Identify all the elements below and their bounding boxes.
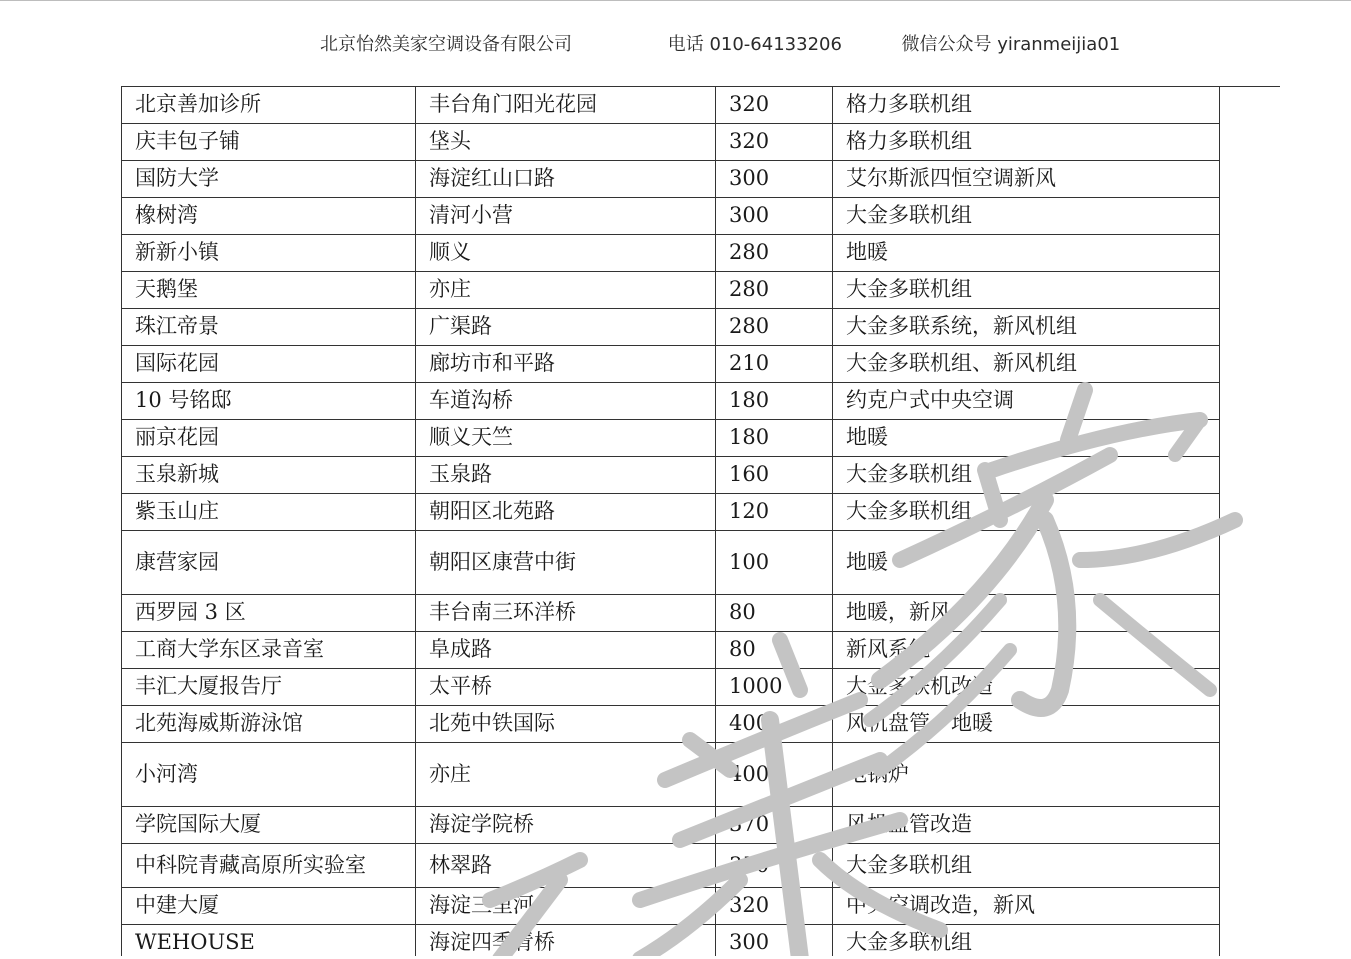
project-location-cell: 廊坊市和平路	[416, 346, 716, 383]
project-area-cell: 400	[716, 743, 833, 807]
table-row	[122, 87, 1220, 124]
project-area-cell: 350	[716, 844, 833, 888]
project-name-cell: 小河湾	[122, 743, 416, 807]
table-row	[122, 198, 1220, 235]
project-system-cell: 大金多联机组	[833, 844, 1220, 888]
project-location-cell: 车道沟桥	[416, 383, 716, 420]
table-row	[122, 346, 1220, 383]
project-area-cell: 400	[716, 706, 833, 743]
table-row	[122, 235, 1220, 272]
project-location-cell: 海淀四季青桥	[416, 925, 716, 959]
table-row	[122, 383, 1220, 420]
table-row	[122, 807, 1220, 844]
project-name-cell: 天鹅堡	[122, 272, 416, 309]
table-row	[122, 161, 1220, 198]
project-system-cell: 大金多联机改造	[833, 669, 1220, 706]
project-name-cell: 新新小镇	[122, 235, 416, 272]
table-row	[122, 309, 1220, 346]
project-location-cell: 清河小营	[416, 198, 716, 235]
project-system-cell: 格力多联机组	[833, 87, 1220, 124]
project-name-cell: 橡树湾	[122, 198, 416, 235]
document-header	[320, 30, 1120, 56]
project-system-cell: 新风系统	[833, 632, 1220, 669]
page-top-edge	[0, 0, 1351, 1]
project-location-cell: 朝阳区康营中街	[416, 531, 716, 595]
project-area-cell: 180	[716, 420, 833, 457]
table-row	[122, 743, 1220, 807]
project-name-cell: 中科院青藏高原所实验室	[122, 844, 416, 888]
project-location-cell: 朝阳区北苑路	[416, 494, 716, 531]
project-location-cell: 亦庄	[416, 272, 716, 309]
table-row	[122, 632, 1220, 669]
project-system-cell: 大金多联机组	[833, 494, 1220, 531]
project-name-cell: 北京善加诊所	[122, 87, 416, 124]
table-row	[122, 420, 1220, 457]
project-location-cell: 阜成路	[416, 632, 716, 669]
project-name-cell: 玉泉新城	[122, 457, 416, 494]
project-name-cell: 北苑海威斯游泳馆	[122, 706, 416, 743]
table-row	[122, 888, 1220, 925]
project-area-cell: 80	[716, 595, 833, 632]
project-name-cell: 国际花园	[122, 346, 416, 383]
project-area-cell: 320	[716, 87, 833, 124]
project-name-cell: 10 号铭邸	[122, 383, 416, 420]
table-row	[122, 272, 1220, 309]
table-row	[122, 494, 1220, 531]
project-location-cell: 顺义	[416, 235, 716, 272]
project-name-cell: 珠江帝景	[122, 309, 416, 346]
project-system-cell: 地暖	[833, 420, 1220, 457]
company-phone: 电话 010-64133206	[667, 34, 842, 55]
project-name-cell: 中建大厦	[122, 888, 416, 925]
project-location-cell: 丰台角门阳光花园	[416, 87, 716, 124]
project-area-cell: 300	[716, 161, 833, 198]
project-name-cell: 国防大学	[122, 161, 416, 198]
project-location-cell: 亦庄	[416, 743, 716, 807]
project-location-cell: 垡头	[416, 124, 716, 161]
project-area-cell: 300	[716, 198, 833, 235]
project-system-cell: 大金多联机组	[833, 272, 1220, 309]
project-location-cell: 广渠路	[416, 309, 716, 346]
project-location-cell: 顺义天竺	[416, 420, 716, 457]
project-area-cell: 210	[716, 346, 833, 383]
project-system-cell: 电锅炉	[833, 743, 1220, 807]
project-area-cell: 80	[716, 632, 833, 669]
company-wechat: 微信公众号 yiranmeijia01	[901, 34, 1121, 55]
project-area-cell: 180	[716, 383, 833, 420]
project-location-cell: 太平桥	[416, 669, 716, 706]
project-location-cell: 玉泉路	[416, 457, 716, 494]
project-area-cell: 370	[716, 807, 833, 844]
project-area-cell: 120	[716, 494, 833, 531]
project-system-cell: 大金多联机组	[833, 925, 1220, 959]
project-name-cell: 丰汇大厦报告厅	[122, 669, 416, 706]
project-name-cell: 学院国际大厦	[122, 807, 416, 844]
table-row	[122, 124, 1220, 161]
table-row	[122, 531, 1220, 595]
project-area-cell: 280	[716, 309, 833, 346]
project-area-cell: 320	[716, 888, 833, 925]
table-row	[122, 706, 1220, 743]
project-system-cell: 地暖	[833, 531, 1220, 595]
table-row	[122, 925, 1220, 959]
project-area-cell: 280	[716, 272, 833, 309]
project-area-cell: 280	[716, 235, 833, 272]
project-location-cell: 北苑中铁国际	[416, 706, 716, 743]
project-area-cell: 320	[716, 124, 833, 161]
project-system-cell: 地暖	[833, 235, 1220, 272]
project-table-body	[122, 87, 1220, 959]
table-row	[122, 669, 1220, 706]
project-name-cell: 西罗园 3 区	[122, 595, 416, 632]
project-name-cell: 工商大学东区录音室	[122, 632, 416, 669]
table-row	[122, 457, 1220, 494]
project-system-cell: 地暖，新风	[833, 595, 1220, 632]
project-area-cell: 100	[716, 531, 833, 595]
project-name-cell: WEHOUSE	[122, 925, 416, 959]
project-location-cell: 丰台南三环洋桥	[416, 595, 716, 632]
project-area-cell: 300	[716, 925, 833, 959]
project-area-cell: 160	[716, 457, 833, 494]
table-row	[122, 844, 1220, 888]
project-system-cell: 大金多联机组	[833, 457, 1220, 494]
project-system-cell: 中央空调改造，新风	[833, 888, 1220, 925]
table-row	[122, 595, 1220, 632]
project-name-cell: 庆丰包子铺	[122, 124, 416, 161]
project-table	[121, 86, 1220, 959]
project-system-cell: 艾尔斯派四恒空调新风	[833, 161, 1220, 198]
project-location-cell: 海淀三里河	[416, 888, 716, 925]
project-system-cell: 风机盘管改造	[833, 807, 1220, 844]
project-location-cell: 林翠路	[416, 844, 716, 888]
company-name: 北京怡然美家空调设备有限公司	[320, 34, 572, 55]
project-system-cell: 大金多联机组、新风机组	[833, 346, 1220, 383]
project-location-cell: 海淀学院桥	[416, 807, 716, 844]
project-name-cell: 紫玉山庄	[122, 494, 416, 531]
project-system-cell: 格力多联机组	[833, 124, 1220, 161]
project-system-cell: 风机盘管、地暖	[833, 706, 1220, 743]
project-system-cell: 约克户式中央空调	[833, 383, 1220, 420]
project-system-cell: 大金多联机组	[833, 198, 1220, 235]
project-area-cell: 1000	[716, 669, 833, 706]
project-system-cell: 大金多联系统，新风机组	[833, 309, 1220, 346]
project-name-cell: 丽京花园	[122, 420, 416, 457]
project-location-cell: 海淀红山口路	[416, 161, 716, 198]
project-name-cell: 康营家园	[122, 531, 416, 595]
